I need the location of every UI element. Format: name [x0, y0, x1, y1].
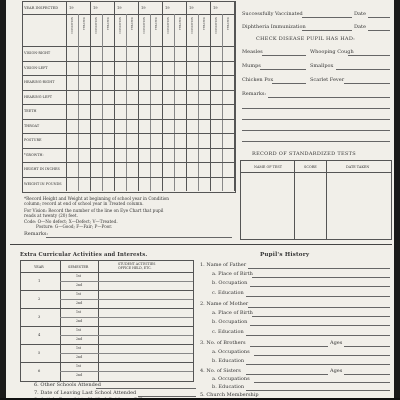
semester-second: 2nd	[76, 283, 83, 287]
health-row-line	[22, 75, 235, 76]
grid-column-line	[198, 14, 199, 191]
year-inspected-label: YEAR INSPECTED	[24, 6, 59, 10]
sisters-occupations-label: a. Occupations	[212, 376, 250, 382]
sisters-education-label: b. Education	[212, 384, 245, 390]
health-row-label: HEARING-LEFT	[24, 94, 52, 99]
treated-header: TREATED	[154, 17, 158, 31]
activity-year: 3	[38, 314, 41, 319]
year-slot: 19	[141, 6, 146, 10]
mother-occupation-label: b. Occupation	[212, 319, 248, 325]
other-schools-label: 6. Other Schools Attended	[34, 382, 101, 388]
condition-header: CONDITION	[70, 17, 74, 34]
father-education-label: c. Education	[212, 290, 244, 296]
father-birthplace-label: a. Place of Birth	[212, 271, 253, 277]
year-divider	[20, 362, 193, 363]
test-date-header: DATE TAKEN	[346, 165, 370, 169]
test-score-header: SCORE	[304, 165, 317, 169]
record-card	[6, 0, 394, 400]
year-slot: 19	[69, 6, 74, 10]
health-row-line	[22, 61, 235, 62]
measles-label: Measles	[242, 49, 263, 55]
brothers-education-label: b. Education	[212, 358, 245, 364]
year-header: YEAR	[34, 265, 44, 269]
instruction-line-2: column; record at end of school year in Treated column.	[24, 201, 144, 206]
health-row-line	[22, 177, 235, 178]
year-divider	[20, 308, 193, 309]
mumps-label: Mumps	[242, 63, 261, 69]
father-occupation-label: b. Occupation	[212, 280, 248, 286]
health-row-line	[22, 90, 235, 91]
diphtheria-date-label: Date	[354, 24, 366, 30]
year-slot: 19	[213, 6, 218, 10]
semester-divider	[60, 317, 193, 318]
chicken-pox-label: Chicken Pox	[242, 77, 274, 83]
health-row-label: THROAT	[24, 123, 40, 128]
semester-divider	[60, 353, 193, 354]
disease-remarks-label: Remarks:	[242, 91, 267, 97]
health-row-label: POSTURE	[24, 138, 42, 142]
health-row-line	[22, 104, 235, 105]
grid-column-line	[102, 14, 103, 191]
condition-header: CONDITION	[214, 17, 218, 34]
tests-title: RECORD OF STANDARDIZED TESTS	[252, 151, 356, 157]
condition-header: CONDITION	[142, 17, 146, 34]
activities-header-1: STUDENT ACTIVITIES	[118, 262, 156, 266]
brothers-occupations-label: a. Occupations	[212, 349, 250, 355]
semester-second: 2nd	[76, 319, 83, 323]
instruction-line-5: Code: O—No defect; X—Defect; V—Treated.	[24, 219, 118, 224]
treated-header: TREATED	[202, 17, 206, 31]
activity-year: 6	[38, 368, 41, 373]
year-slot: 19	[117, 6, 122, 10]
brothers-ages-label: Ages	[330, 340, 343, 346]
year-slot: 19	[93, 6, 98, 10]
semester-first: 1st	[76, 274, 81, 278]
activity-year: 1	[38, 278, 41, 283]
health-row-line	[22, 148, 235, 149]
treated-header: TREATED	[178, 17, 182, 31]
scarlet-fever-label: Scarlet Fever	[310, 77, 345, 83]
treated-header: TREATED	[130, 17, 134, 31]
year-slot: 19	[165, 6, 170, 10]
semester-divider	[60, 371, 193, 372]
smallpox-label: Smallpox	[310, 63, 334, 69]
activities-table	[20, 260, 194, 382]
extra-curricular-title: Extra Curricular Activities and Interests.	[20, 252, 148, 258]
vaccinated-label: Successfully Vaccinated	[242, 11, 303, 17]
activity-year: 5	[38, 350, 41, 355]
test-name-header: NAME OF TEST	[254, 165, 282, 169]
condition-header: CONDITION	[118, 17, 122, 34]
treated-header: TREATED	[226, 17, 230, 31]
semester-first: 1st	[76, 364, 81, 368]
activity-year: 2	[38, 296, 41, 301]
semester-second: 2nd	[76, 373, 83, 377]
year-divider	[20, 344, 193, 345]
diphtheria-label: Diphtheria Immunization	[242, 24, 306, 30]
grid-column-line	[78, 14, 79, 191]
mother-name-label: 2. Name of Mother	[200, 301, 249, 307]
condition-header: CONDITION	[94, 17, 98, 34]
mother-birthplace-label: a. Place of Birth	[212, 310, 253, 316]
disease-title: CHECK DISEASE PUPIL HAS HAD:	[256, 36, 356, 42]
semester-first: 1st	[76, 346, 81, 350]
health-row-label: VISION-LEFT	[24, 65, 48, 70]
activities-header-2: OFFICE HELD, ETC.	[118, 266, 152, 270]
health-row-label: *GROWTH:	[24, 152, 44, 157]
treated-header: TREATED	[82, 17, 86, 31]
grid-column-line	[150, 14, 151, 191]
condition-header: CONDITION	[190, 17, 194, 34]
health-row-line	[22, 119, 235, 120]
whooping-cough-label: Whooping Cough	[310, 49, 354, 55]
health-row-label: WEIGHT IN POUNDS	[24, 181, 62, 186]
semester-first: 1st	[76, 292, 81, 296]
semester-second: 2nd	[76, 337, 83, 341]
sisters-ages-label: Ages	[330, 368, 343, 374]
health-remarks-label: Remarks:	[24, 231, 49, 237]
semester-first: 1st	[76, 310, 81, 314]
pupil-history-title: Pupil's History	[260, 252, 310, 258]
grid-column-line	[174, 14, 175, 191]
health-row-label: HEARING-RIGHT	[24, 80, 55, 84]
health-row-label: VISION-RIGHT	[24, 51, 51, 55]
treated-header: TREATED	[106, 17, 110, 31]
year-divider	[20, 290, 193, 291]
grid-column-line	[126, 14, 127, 191]
activity-year: 4	[38, 332, 41, 337]
grid-column-line	[222, 14, 223, 191]
health-row-label: HEIGHT IN INCHES	[24, 167, 60, 171]
semester-second: 2nd	[76, 355, 83, 359]
instruction-line-1: *Record Height and Weight at beginning of school year in Condition	[24, 196, 170, 201]
vaccinated-date-label: Date	[354, 11, 366, 17]
year-slot: 19	[189, 6, 194, 10]
instruction-line-4: reads at twenty (20) feet.	[24, 213, 78, 218]
mother-education-label: c. Education	[212, 329, 244, 335]
semester-divider	[60, 335, 193, 336]
semester-divider	[60, 281, 193, 282]
instruction-line-6: Posture: G—Good; F—Fair; P—Poor.	[36, 224, 113, 229]
instruction-line-3: For Vision: Record the number of the line on Eye Chart that pupil	[24, 208, 164, 213]
health-row-line	[22, 162, 235, 163]
semester-second: 2nd	[76, 301, 83, 305]
sisters-label: 4. No. of Sisters	[200, 368, 241, 374]
semester-header: SEMESTER	[68, 265, 89, 269]
father-name-label: 1. Name of Father	[200, 262, 247, 268]
health-row-label: TEETH	[24, 109, 37, 113]
semester-divider	[60, 299, 193, 300]
leaving-date-label: 7. Date of Leaving Last School Attended	[34, 390, 137, 396]
condition-header: CONDITION	[166, 17, 170, 34]
health-row-line	[22, 133, 235, 134]
semester-first: 1st	[76, 328, 81, 332]
brothers-label: 3. No. of Brothers	[200, 340, 246, 346]
year-divider	[20, 326, 193, 327]
church-membership-label: 5. Church Membership	[200, 392, 259, 398]
